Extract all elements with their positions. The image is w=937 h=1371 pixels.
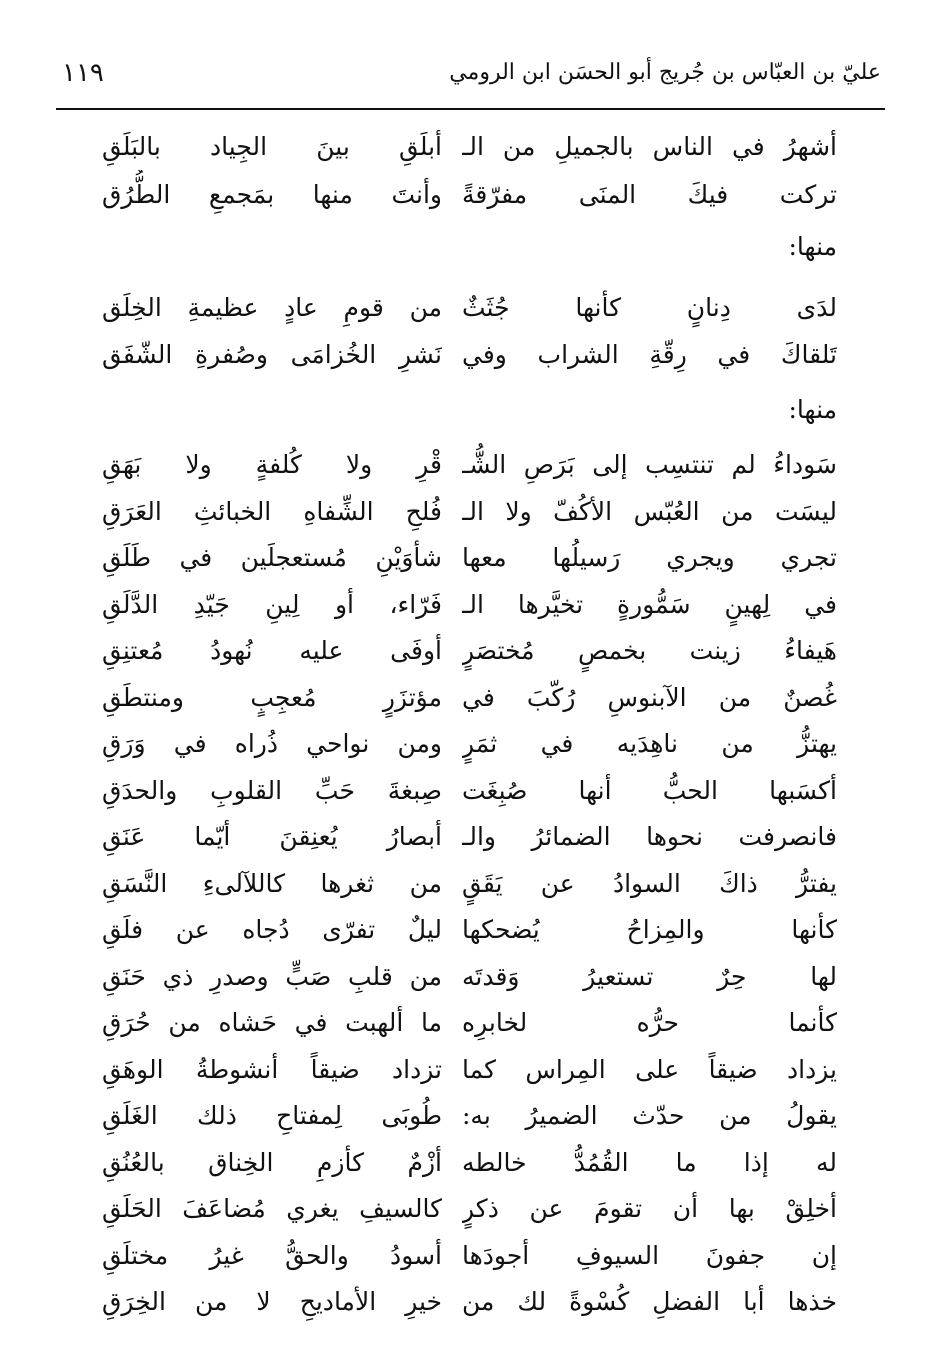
hemistich-first: لدَى دِنانٍ كأنها جُثَثٌ (462, 293, 837, 322)
hemistich-first: تركت فيكَ المنَى مفرّقةً (462, 180, 837, 209)
hemistich-second: أبصارُ يُعنِقنَ أيّما عَنَقِ (102, 822, 442, 851)
hemistich-second: من قلبِ صَبٍّ وصدرِ ذي حَنَقِ (102, 961, 442, 991)
hemistich-second: كالسيفِ يغري مُضاعَفَ الحَلَقِ (102, 1194, 442, 1223)
hemistich-first: كأنما حرُّه لخابرِه (462, 1008, 837, 1037)
hemistich-first: سَوداءُ لم تنتسِب إلى بَرَصِ الشُّـ (462, 450, 837, 479)
hemistich-second: نَشرِ الخُزامَى وصُفرةِ الشّفَق (102, 340, 442, 369)
hemistich-first: فانصرفت نحوها الضمائرُ والـ (462, 822, 837, 851)
hemistich-second: من قومِ عادٍ عظيمةِ الخِلَق (102, 293, 442, 322)
hemistich-first: ليسَت من العُبّس الأكُفّ ولا الـ (462, 496, 837, 526)
verse-line (0, 1184, 937, 1234)
header-rule (56, 108, 885, 110)
hemistich-first: يزداد ضيقاً على المِراس كما (462, 1054, 837, 1084)
hemistich-second: أبلَقِ بينَ الجِياد بالبَلَقِ (102, 132, 442, 161)
section-label: منها: (788, 395, 837, 424)
verse-line (0, 812, 937, 862)
verse-line (0, 533, 937, 583)
hemistich-second: أزْمٌ كأزمِ الخِناق بالعُنُقِ (102, 1147, 442, 1177)
verse-line (0, 330, 937, 380)
verse-line (0, 626, 937, 676)
hemistich-second: فَرّاء، أو لِينِ جَيّدِ الدَّلَقِ (102, 589, 442, 619)
verse-line (0, 1091, 937, 1141)
hemistich-second: تزداد ضيقاً أنشوطةُ الوهَقِ (102, 1054, 442, 1084)
hemistich-second: ومن نواحي ذُراه في وَرَقِ (102, 729, 442, 758)
hemistich-second: وأنتَ منها بمَجمعِ الطُّرُق (102, 180, 442, 209)
hemistich-second: قْرِ ولا كُلفةٍ ولا بَهَقِ (102, 450, 442, 479)
hemistich-second: ليلٌ تفرّى دُجاه عن فلَقِ (102, 915, 442, 944)
verse-line (0, 1138, 937, 1188)
hemistich-first: غُصنٌ من الآبنوسِ رُكّبَ في (462, 682, 837, 712)
verse-line (0, 283, 937, 333)
hemistich-first: خذها أبا الفضلِ كُسْوةً لك من (462, 1287, 837, 1316)
hemistich-second: فُلحِ الشِّفاهِ الخبائثِ العَرَقِ (102, 496, 442, 526)
hemistich-first: أخلِقْ بها أن تقومَ عن ذكرٍ (462, 1194, 837, 1223)
verse-line (0, 998, 937, 1048)
hemistich-second: أسودُ والحقُّ غيرُ مختلَقِ (102, 1240, 442, 1270)
hemistich-second: مؤتزَرٍ مُعجِبٍ ومنتطَقِ (102, 682, 442, 712)
hemistich-second: خيرِ الأماديحِ لا من الخِرَقِ (102, 1287, 442, 1316)
hemistich-first: تَلقاكَ في رِقّةِ الشراب وفي (462, 340, 837, 369)
hemistich-second: طُوبَى لِمفتاحِ ذلك الغَلَقِ (102, 1101, 442, 1130)
hemistich-first: يقولُ من حدّث الضميرُ به: (462, 1101, 837, 1130)
hemistich-first: في لِهينٍ سَمُّورةٍ تخيَّرها الـ (462, 589, 837, 619)
verse-line (0, 952, 937, 1002)
hemistich-first: يهتزُّ من ناهِدَيه في ثمَرٍ (462, 729, 837, 758)
section-label: منها: (788, 232, 837, 261)
hemistich-second: أوفَى عليه نُهودُ مُعتنِقِ (102, 636, 442, 665)
hemistich-second: من ثغرها كاللآلىءِ النَّسَقِ (102, 868, 442, 898)
hemistich-second: ما ألهبت في حَشاه من حُرَقِ (102, 1008, 442, 1037)
hemistich-first: كأنها والمِزاحُ يُضحكها (462, 915, 837, 944)
verse-line (0, 580, 937, 630)
verse-line (0, 1277, 937, 1327)
verse-line (0, 1045, 937, 1095)
verse-line (0, 440, 937, 490)
verse-line (0, 766, 937, 816)
verse-line (0, 1231, 937, 1281)
hemistich-first: لها حِرٌ تستعيرُ وَقدتَه (462, 961, 837, 991)
hemistich-first: هَيفاءُ زينت بخمصٍ مُختصَرٍ (462, 636, 837, 665)
running-title: عليّ بن العبّاس بن جُريج أبو الحسَن ابن الرومي (449, 60, 881, 85)
hemistich-first: إن جفونَ السيوفِ أجودَها (462, 1240, 837, 1270)
verse-line (0, 905, 937, 955)
hemistich-first: تجري ويجري رَسيلُها معها (462, 543, 837, 572)
hemistich-first: أكسَبها الحبُّ أنها صُبِغَت (462, 775, 837, 805)
hemistich-second: صِبغةَ حَبِّ القلوبِ والحدَقِ (102, 775, 442, 805)
hemistich-second: شأوَيْنِ مُستعجلَين في طَلَقِ (102, 543, 442, 572)
verse-line (0, 170, 937, 220)
hemistich-first: له إذا ما القُمُدُّ خالطه (462, 1147, 837, 1177)
hemistich-first: يفترُّ ذاكَ السوادُ عن يَقَقٍ (462, 868, 837, 898)
verse-line (0, 673, 937, 723)
verse-line (0, 719, 937, 769)
verse-line (0, 487, 937, 537)
hemistich-first: أشهرُ في الناس بالجميلِ من الـ (462, 132, 837, 161)
verse-line (0, 122, 937, 172)
page-number: ١١٩ (62, 58, 104, 88)
verse-line (0, 859, 937, 909)
